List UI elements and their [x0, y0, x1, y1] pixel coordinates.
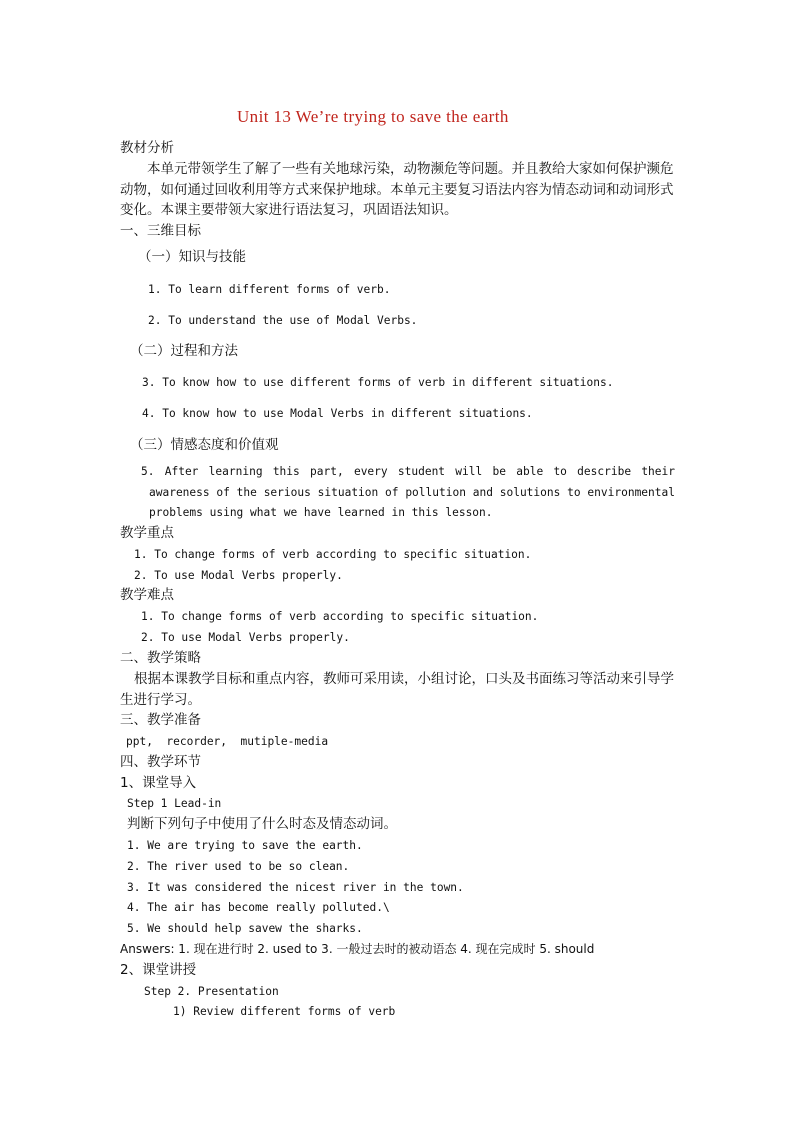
- intro-sentence-2: 2. The river used to be so clean.: [127, 860, 350, 873]
- key-point-1: 1. To change forms of verb according to specific situation.: [134, 548, 532, 561]
- strategy-body: 根据本课教学目标和重点内容，教师可采用读，小组讨论，口头及书面练习等活动来引导学生进行学习。: [120, 671, 674, 708]
- intro-instruction: 判断下列句子中使用了什么时态及情态动词。: [127, 816, 397, 832]
- difficulty-2: 2. To use Modal Verbs properly.: [141, 631, 350, 644]
- difficulty-1: 1. To change forms of verb according to specific situation.: [141, 610, 539, 623]
- knowledge-heading: （一）知识与技能: [138, 249, 246, 265]
- knowledge-item-1: 1. To learn different forms of verb.: [148, 283, 391, 296]
- intro-sentence-1: 1. We are trying to save the earth.: [127, 839, 363, 852]
- intro-heading: 1、课堂导入: [120, 775, 197, 791]
- analysis-body: 本单元带领学生了解了一些有关地球污染，动物濒危等问题。并且教给大家如何保护濒危动物，如何通过回收利用等方式来保护地球。本单元主要复习语法内容为情态动词和动词形式变化。本课主要带领大家进行语法复习，巩固语法知识。: [120, 161, 674, 218]
- intro-sentence-5: 5. We should help savew the sharks.: [127, 922, 363, 935]
- preparation-body: ppt, recorder, mutiple-media: [126, 735, 329, 748]
- preparation-heading: 三、教学准备: [120, 712, 201, 728]
- strategy-heading: 二、教学策略: [120, 650, 201, 666]
- emotion-heading: （三）情感态度和价值观: [130, 437, 279, 453]
- lecture-sub: 1) Review different forms of verb: [173, 1005, 396, 1018]
- difficulties-heading: 教学难点: [120, 587, 174, 603]
- lecture-step: Step 2. Presentation: [144, 985, 279, 998]
- emotion-item-5: 5. After learning this part, every student will be able to describe their awareness of the serious situation of pollution and solutions to environmental problems using what we have learned in this lesson.: [141, 465, 675, 519]
- key-points-heading: 教学重点: [120, 525, 174, 541]
- process-heading: （二）过程和方法: [130, 343, 238, 359]
- lecture-heading: 2、课堂讲授: [120, 962, 197, 978]
- intro-sentence-3: 3. It was considered the nicest river in the town.: [127, 881, 464, 894]
- process-item-4: 4. To know how to use Modal Verbs in different situations.: [142, 407, 533, 420]
- goals-heading: 一、三维目标: [120, 223, 201, 239]
- page-title: Unit 13 We’re trying to save the earth: [237, 107, 509, 126]
- key-point-2: 2. To use Modal Verbs properly.: [134, 569, 343, 582]
- intro-step: Step 1 Lead-in: [127, 797, 222, 810]
- procedure-heading: 四、教学环节: [120, 754, 201, 770]
- knowledge-item-2: 2. To understand the use of Modal Verbs.: [148, 314, 418, 327]
- intro-sentence-4: 4. The air has become really polluted.\: [127, 901, 390, 914]
- process-item-3: 3. To know how to use different forms of verb in different situations.: [142, 376, 614, 389]
- analysis-heading: 教材分析: [120, 140, 174, 156]
- intro-answers: Answers: 1. 现在进行时 2. used to 3. 一般过去时的被动语态 4. 现在完成时 5. should: [120, 942, 595, 956]
